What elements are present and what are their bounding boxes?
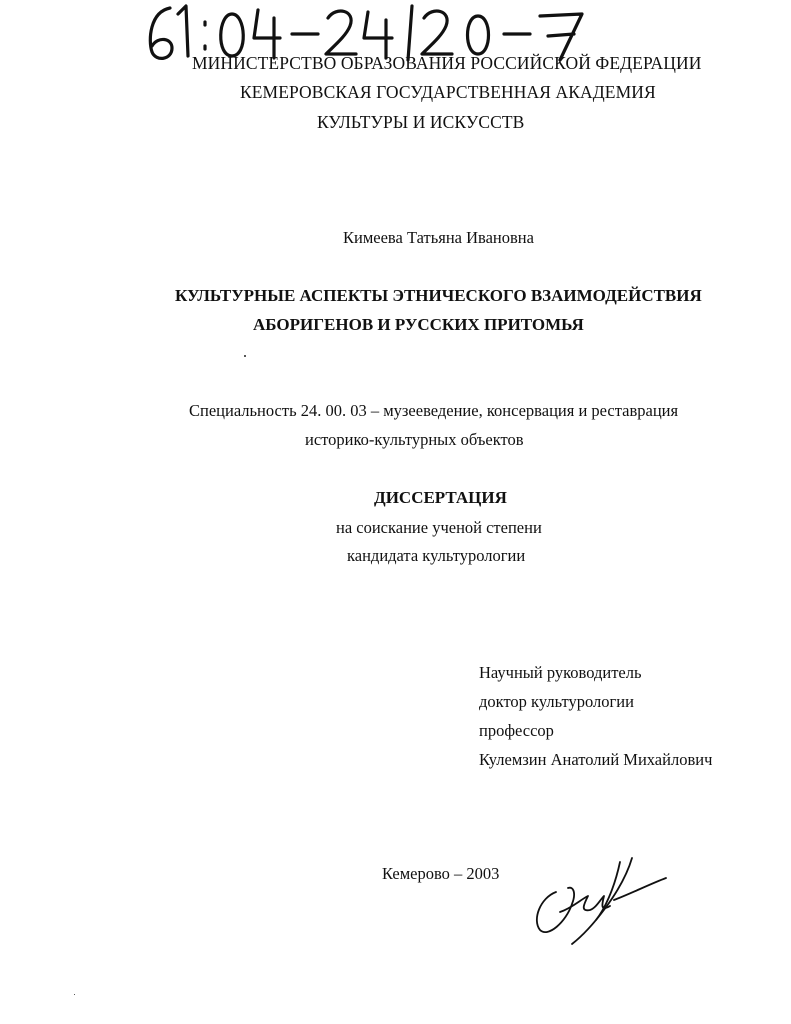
corner-mark <box>74 994 75 995</box>
supervisor-degree: доктор культурологии <box>479 692 634 711</box>
place-year: Кемерово – 2003 <box>382 864 500 883</box>
degree-line2: кандидата культурологии <box>347 546 526 565</box>
ministry-line: МИНИСТЕРСТВО ОБРАЗОВАНИЯ РОССИЙСКОЙ ФЕДЕРАЦИИ <box>192 53 702 73</box>
dissertation-label: ДИССЕРТАЦИЯ <box>374 488 507 507</box>
supervisor-role: Научный руководитель <box>479 663 642 682</box>
stray-dot <box>244 355 246 357</box>
supervisor-name: Кулемзин Анатолий Михайлович <box>479 750 713 769</box>
thesis-title-line2: АБОРИГЕНОВ И РУССКИХ ПРИТОМЬЯ <box>253 315 584 334</box>
author-name: Кимеева Татьяна Ивановна <box>343 228 534 247</box>
supervisor-title: профессор <box>479 721 554 740</box>
degree-line1: на соискание ученой степени <box>336 518 542 537</box>
thesis-title-line1: КУЛЬТУРНЫЕ АСПЕКТЫ ЭТНИЧЕСКОГО ВЗАИМОДЕЙСТВИЯ <box>175 286 702 305</box>
academy-line-2: КУЛЬТУРЫ И ИСКУССТВ <box>317 112 525 132</box>
specialty-line2: историко-культурных объектов <box>305 430 524 449</box>
specialty-line1: Специальность 24. 00. 03 – музееведение, консервация и реставрация <box>189 401 679 420</box>
academy-line: КЕМЕРОВСКАЯ ГОСУДАРСТВЕННАЯ АКАДЕМИЯ <box>240 82 656 102</box>
